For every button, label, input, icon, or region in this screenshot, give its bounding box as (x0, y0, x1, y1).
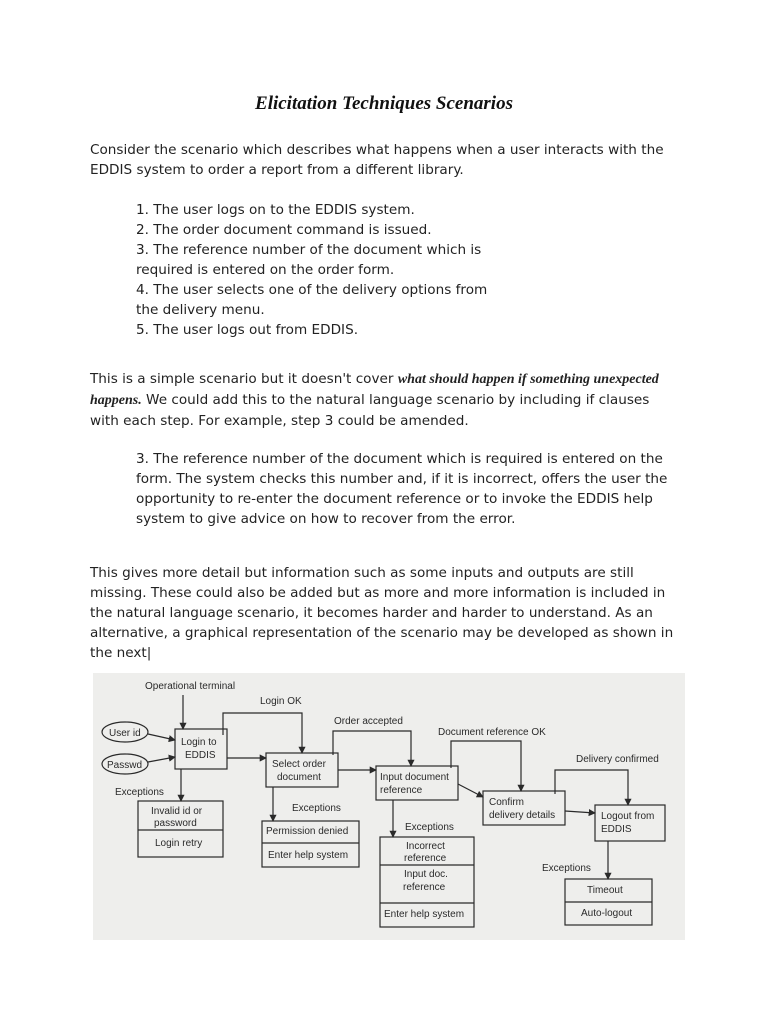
timeout-label: Timeout (587, 885, 623, 896)
passwd-label: Passwd (107, 760, 143, 771)
scenario-flow-diagram (93, 673, 685, 940)
invalid-id-line1: Invalid id or (151, 806, 203, 817)
document-reference-ok-label: Document reference OK (438, 727, 546, 738)
auto-logout-label: Auto-logout (581, 908, 633, 919)
input-document-line1: Input document (380, 772, 449, 783)
login-ok-label: Login OK (260, 696, 302, 707)
exceptions-label-login: Exceptions (115, 787, 164, 798)
operational-terminal-label: Operational terminal (145, 681, 236, 692)
logout-line1: Logout from (601, 811, 655, 822)
exceptions-label-select: Exceptions (292, 803, 341, 814)
scenario-step: 1. The user logs on to the EDDIS system. (136, 202, 415, 218)
login-box-line1: Login to (181, 737, 217, 748)
confirm-line1: Confirm (489, 797, 525, 808)
input-document-line2: reference (380, 785, 423, 796)
intro-paragraph: Consider the scenario which describes what happens when a user interacts with the EDDIS system to order a report from a different library. (90, 142, 664, 178)
logout-line2: EDDIS (601, 824, 632, 835)
permission-denied-label: Permission denied (266, 826, 349, 837)
amended-step-paragraph: 3. The reference number of the document which is required is entered on the form. The system checks this number and, if it is incorrect, offers the user the opportunity to re-enter the document reference or to invoke the EDDIS help system to give advice on how to recover from the error. (136, 451, 668, 527)
login-retry-label: Login retry (155, 838, 203, 849)
incorrect-line1: Incorrect (406, 841, 445, 852)
enter-help-system-label-1: Enter help system (268, 850, 349, 861)
scenario-steps-list (136, 200, 496, 340)
login-box-line2: EDDIS (185, 750, 216, 761)
scenario-step: 4. The user selects one of the delivery options from the delivery menu. (136, 282, 488, 318)
exceptions-label-logout: Exceptions (542, 863, 591, 874)
select-order-line2: document (277, 772, 321, 783)
emphasis-text: what should happen if something unexpected happens. (90, 372, 659, 408)
scenario-step: 2. The order document command is issued. (136, 222, 432, 238)
order-accepted-label: Order accepted (334, 716, 403, 727)
select-order-line1: Select order (272, 759, 326, 770)
para2-suffix: We could add this to the natural language scenario by including if clauses with each step. For example, step 3 could be amended. (90, 392, 650, 429)
input-doc-line1: Input doc. (404, 869, 448, 880)
simple-scenario-paragraph (90, 369, 682, 431)
delivery-confirmed-label: Delivery confirmed (576, 754, 659, 765)
page-title: Elicitation Techniques Scenarios (255, 93, 513, 114)
scenario-step: 5. The user logs out from EDDIS. (136, 322, 359, 338)
input-doc-line2: reference (403, 882, 446, 893)
enter-help-system-label-2: Enter help system (384, 909, 465, 920)
scenario-step: 3. The reference number of the document which is required is entered on the order form. (136, 242, 482, 278)
login-box (175, 729, 227, 769)
graphical-alternative-paragraph: This gives more detail but information such as some inputs and outputs are still missing. These could also be added but as more and more information is included in the natural language scenario, it becomes harder and harder to understand. As an alternative, a graphical representation of the scenario may be developed as shown in the next| (90, 565, 674, 661)
exceptions-label-input: Exceptions (405, 822, 454, 833)
user-id-label: User id (109, 728, 141, 739)
confirm-line2: delivery details (489, 810, 556, 821)
invalid-id-line2: password (154, 818, 197, 829)
para2-prefix: This is a simple scenario but it doesn't cover (90, 371, 398, 387)
incorrect-line2: reference (404, 853, 447, 864)
